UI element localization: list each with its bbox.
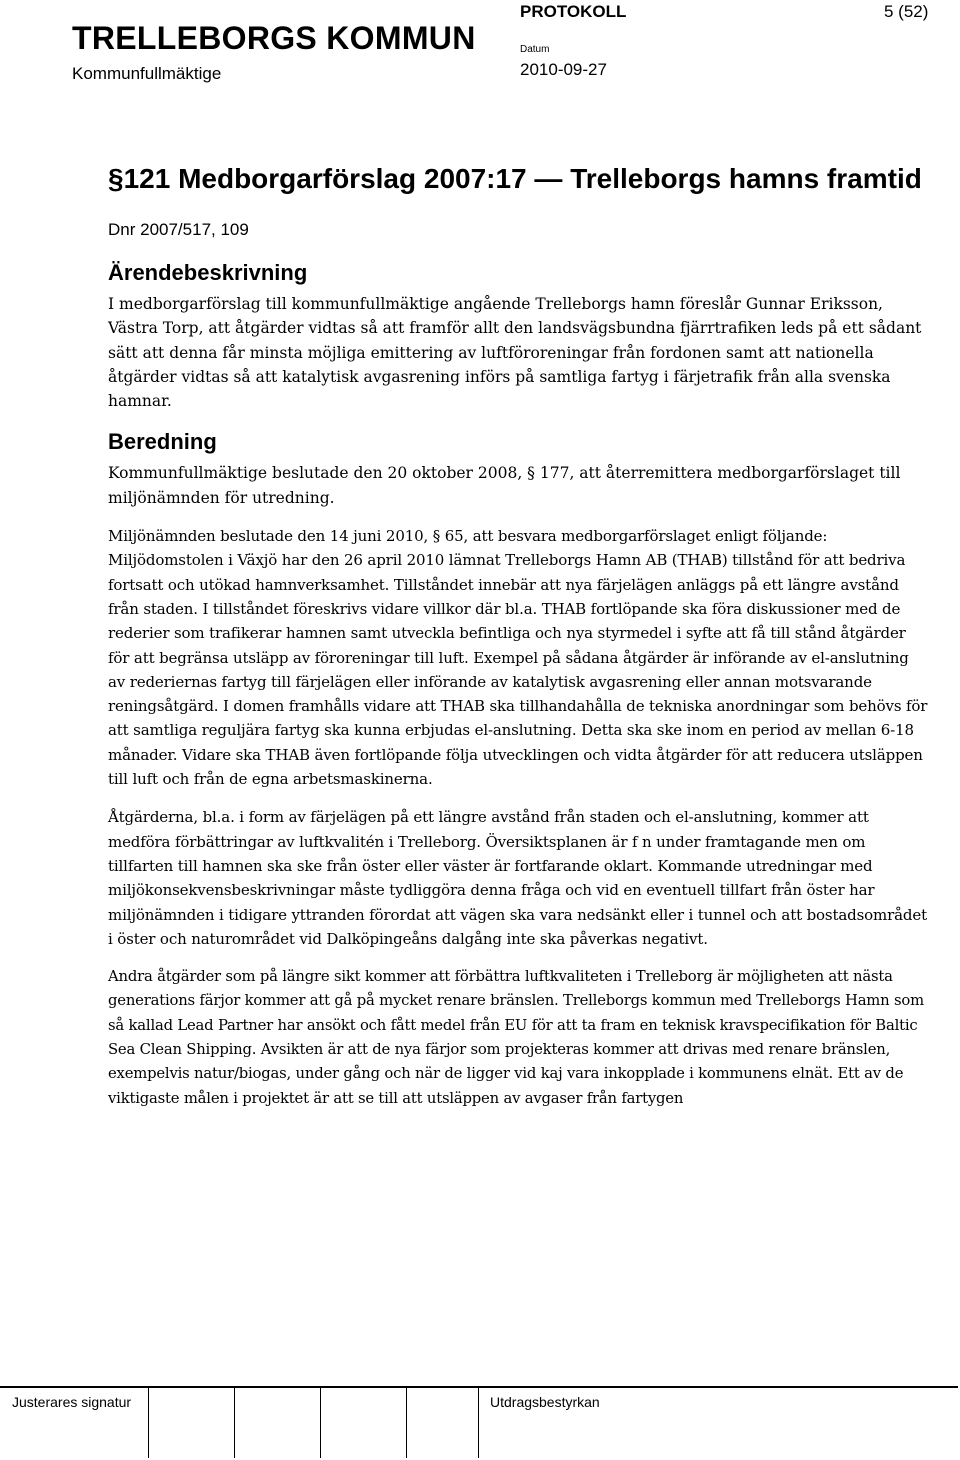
item-title: §121 Medborgarförslag 2007:17 — Trelleborgs hamns framtid bbox=[108, 163, 922, 194]
date-value: 2010-09-27 bbox=[520, 60, 607, 79]
date-label: Datum bbox=[520, 44, 550, 55]
paragraph: Åtgärderna, bl.a. i form av färjelägen på ett längre avstånd från staden och el-anslutning, kommer att medföra förbättringar av luftkvalitén i Trelleborg. Översiktsplanen är f n under framtagande men om tillfarten till hamnen ska ske från öster eller väster är fortfarande oklart. Kommande utredningar med miljökonsekvensbeskrivningar måste tydliggöra denna fråga och vid en eventuell tillfart från öster har miljönämnden i tidigare yttranden förordat att vägen ska vara nedsänkt eller i tunnel och att bostadsområdet i öster och naturområdet vid Dalköpingeåns dalgång inte ska påverkas negativt. bbox=[108, 808, 927, 948]
paragraph: Andra åtgärder som på längre sikt kommer att förbättra luftkvaliteten i Trelleborg är möjligheten att nästa generations färjor kommer att gå på mycket renare bränslen. Trelleborgs kommun med Trelleborgs Hamn som så kallad Lead Partner har ansökt och fått medel från EU för att ta fram en teknisk kravspecifikation för Baltic Sea Clean Shipping. Avsikten är att de nya färjor som projekteras kommer att drivas med renare bränslen, exempelvis natur/biogas, under gång och när de ligger vid kaj vara inkopplade i kommunens elnät. Ett av de viktigaste målen i projektet är att se till att utsläppen av avgaser från fartygen bbox=[108, 968, 924, 1107]
section-heading: Beredning bbox=[108, 429, 217, 455]
signature-box-divider bbox=[406, 1388, 407, 1458]
registration-number: Dnr 2007/517, 109 bbox=[108, 220, 249, 239]
section-heading: Ärendebeskrivning bbox=[108, 260, 308, 285]
paragraph: Miljönämnden beslutade den 14 juni 2010, § 65, att besvara medborgarförslaget enligt följande: Miljödomstolen i Växjö har den 26 april 2010 lämnat Trelleborgs Hamn AB (THAB) tillstånd för att bedriva fortsatt och utökad hamnverksamhet. Tillståndet innebär att nya färjelägen anläggs på ett längre avstånd från staden. I tillståndet föreskrivs vidare villkor där bl.a. THAB fortlöpande ska föra diskussioner med de rederier som trafikerar hamnen samt utveckla befintliga och nya styrmedel i syfte att få till stånd åtgärder för att begränsa utsläpp av föroreningar till luft. Exempel på sådana åtgärder är införande av el-anslutning av rederiernas fartyg till färjelägen eller införande av katalytisk avgasrening eller annan motsvarande reningsåtgärd. I domen framhålls vidare att THAB ska tillhandahålla de tekniska anordningar som behövs för att samtliga reguljära fartyg ska kunna erbjudas el-anslutning. Detta ska ske inom en period av mellan 6-18 månader. Vidare ska THAB även fortlöpande följa utvecklingen och vidta åtgärder för att reducera utsläppen till luft och från de egna arbetsmaskinerna. bbox=[108, 527, 928, 789]
signature-box-divider bbox=[320, 1388, 321, 1458]
extract-label: Utdragsbestyrkan bbox=[490, 1394, 600, 1410]
paragraph: Kommunfullmäktige beslutade den 20 oktober 2008, § 177, att återremittera medborgarförslaget till miljönämnden för utredning. bbox=[108, 464, 901, 507]
footer-divider bbox=[0, 1386, 958, 1388]
organization-name: TRELLEBORGS KOMMUN bbox=[72, 20, 476, 56]
committee-name: Kommunfullmäktige bbox=[72, 64, 222, 83]
signature-box-divider bbox=[234, 1388, 235, 1458]
document-type: PROTOKOLL bbox=[520, 2, 627, 21]
signature-box-divider bbox=[478, 1388, 479, 1458]
protocol-body bbox=[108, 160, 928, 1125]
signature-box-divider bbox=[148, 1388, 149, 1458]
page-number: 5 (52) bbox=[884, 2, 929, 21]
paragraph: I medborgarförslag till kommunfullmäktige angående Trelleborgs hamn föreslår Gunnar Eriksson, Västra Torp, att åtgärder vidtas så att framför allt den landsvägsbundna fjärrtrafiken leds på ett sådant sätt att denna får minsta möjliga emittering av luftföroreningar från fordonen samt att nationella åtgärder vidtas så att katalytisk avgasrening införs på samtliga fartyg i färjetrafik från alla svenska hamnar. bbox=[108, 295, 922, 411]
signature-label: Justerares signatur bbox=[12, 1394, 132, 1410]
